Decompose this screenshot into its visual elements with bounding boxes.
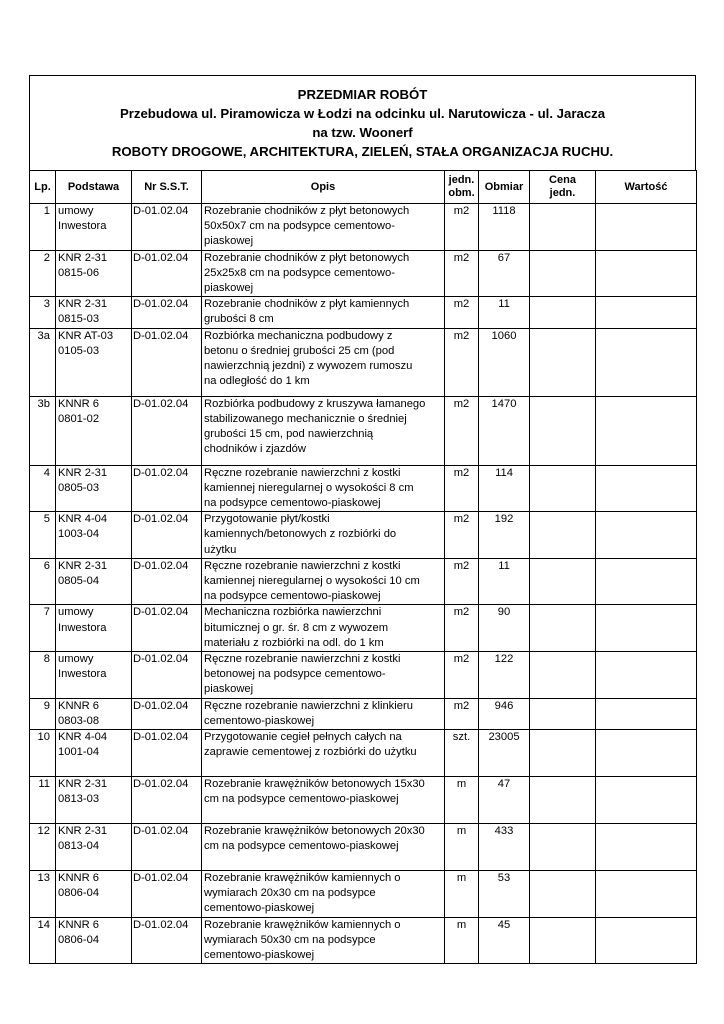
cell-cena	[530, 871, 596, 918]
cell-nr-sst: D-01.02.04	[132, 917, 202, 964]
cell-wartosc	[596, 465, 697, 512]
cell-nr-sst: D-01.02.04	[132, 777, 202, 824]
col-header-opis: Opis	[202, 171, 445, 204]
cell-wartosc	[596, 698, 697, 729]
cell-nr-sst: D-01.02.04	[132, 605, 202, 652]
cell-jedn: m2	[445, 605, 479, 652]
cell-obmiar: 90	[479, 605, 530, 652]
table-header-row	[30, 171, 697, 204]
table-row	[30, 297, 697, 328]
cell-obmiar: 67	[479, 250, 530, 297]
cell-cena	[530, 465, 596, 512]
cell-nr-sst: D-01.02.04	[132, 652, 202, 699]
cell-cena	[530, 605, 596, 652]
cell-opis: Rozbiórka mechaniczna podbudowy z betonu o średniej grubości 25 cm (pod nawierzchnią jezdni) z wywozem rumoszu na odległość do 1 km	[202, 328, 445, 396]
cell-podstawa: umowy Inwestora	[56, 652, 132, 699]
estimate-table	[29, 170, 697, 964]
cell-wartosc	[596, 297, 697, 328]
cell-wartosc	[596, 824, 697, 871]
scope-title: ROBOTY DROGOWE, ARCHITEKTURA, ZIELEŃ, STAŁA ORGANIZACJA RUCHU.	[111, 144, 614, 159]
cell-obmiar: 11	[479, 558, 530, 605]
cell-opis: Mechaniczna rozbiórka nawierzchni bitumicznej o gr. śr. 8 cm z wywozem materiału z rozbiórki na odl. do 1 km	[202, 605, 445, 652]
cell-jedn: m2	[445, 250, 479, 297]
table-row	[30, 917, 697, 964]
cell-podstawa: KNNR 6 0806-04	[56, 871, 132, 918]
cell-lp: 6	[30, 558, 56, 605]
cell-nr-sst: D-01.02.04	[132, 824, 202, 871]
cell-nr-sst: D-01.02.04	[132, 204, 202, 251]
table-row	[30, 204, 697, 251]
cell-jedn: m	[445, 871, 479, 918]
cell-podstawa: KNR AT-03 0105-03	[56, 328, 132, 396]
table-row	[30, 698, 697, 729]
cell-podstawa: KNR 2-31 0813-03	[56, 777, 132, 824]
cell-jedn: m2	[445, 328, 479, 396]
cell-opis: Przygotowanie płyt/kostki kamiennych/betonowych z rozbiórki do użytku	[202, 512, 445, 559]
col-header-lp: Lp.	[30, 171, 56, 204]
cell-jedn: m	[445, 777, 479, 824]
cell-nr-sst: D-01.02.04	[132, 465, 202, 512]
cell-wartosc	[596, 652, 697, 699]
cell-cena	[530, 204, 596, 251]
cell-jedn: m2	[445, 558, 479, 605]
cell-wartosc	[596, 250, 697, 297]
table-row	[30, 558, 697, 605]
cell-opis: Rozbiórka podbudowy z kruszywa łamanego stabilizowanego mechanicznie o średniej grubości 15 cm, pod nawierzchnią chodników i zjazdów	[202, 396, 445, 465]
project-name: Przebudowa ul. Piramowicza w Łodzi na odcinku ul. Narutowicza - ul. Jaracza	[119, 106, 606, 121]
cell-jedn: m2	[445, 204, 479, 251]
cell-opis: Rozebranie chodników z płyt kamiennych grubości 8 cm	[202, 297, 445, 328]
table-row	[30, 512, 697, 559]
table-row	[30, 605, 697, 652]
cell-opis: Ręczne rozebranie nawierzchni z kostki betonowej na podsypce cementowo- piaskowej	[202, 652, 445, 699]
cell-cena	[530, 777, 596, 824]
cell-obmiar: 946	[479, 698, 530, 729]
cell-lp: 11	[30, 777, 56, 824]
cell-cena	[530, 558, 596, 605]
cell-opis: Rozebranie krawężników kamiennych o wymiarach 20x30 cm na podsypce cementowo-piaskowej	[202, 871, 445, 918]
cell-cena	[530, 512, 596, 559]
cell-podstawa: umowy Inwestora	[56, 605, 132, 652]
project-subtitle: na tzw. Woonerf	[312, 125, 413, 140]
cell-opis: Rozebranie krawężników kamiennych o wymiarach 50x30 cm na podsypce cementowo-piaskowej	[202, 917, 445, 964]
cell-lp: 14	[30, 917, 56, 964]
cell-cena	[530, 730, 596, 777]
cell-podstawa: KNR 4-04 1003-04	[56, 512, 132, 559]
cell-podstawa: KNR 2-31 0813-04	[56, 824, 132, 871]
cell-obmiar: 114	[479, 465, 530, 512]
cell-jedn: m2	[445, 512, 479, 559]
cell-opis: Rozebranie krawężników betonowych 20x30 cm na podsypce cementowo-piaskowej	[202, 824, 445, 871]
cell-wartosc	[596, 605, 697, 652]
cell-lp: 3b	[30, 396, 56, 465]
table-row	[30, 652, 697, 699]
cell-opis: Rozebranie chodników z płyt betonowych 50x50x7 cm na podsypce cementowo- piaskowej	[202, 204, 445, 251]
cell-obmiar: 433	[479, 824, 530, 871]
cell-lp: 13	[30, 871, 56, 918]
table-row	[30, 777, 697, 824]
cell-cena	[530, 396, 596, 465]
cell-obmiar: 192	[479, 512, 530, 559]
cell-obmiar: 45	[479, 917, 530, 964]
col-header-wartosc: Wartość	[596, 171, 697, 204]
cell-nr-sst: D-01.02.04	[132, 396, 202, 465]
cell-lp: 3	[30, 297, 56, 328]
table-row	[30, 871, 697, 918]
table-row	[30, 465, 697, 512]
cell-jedn: m2	[445, 297, 479, 328]
cell-cena	[530, 917, 596, 964]
cell-nr-sst: D-01.02.04	[132, 730, 202, 777]
col-header-obmiar: Obmiar	[479, 171, 530, 204]
table-row	[30, 396, 697, 465]
cell-opis: Rozebranie chodników z płyt betonowych 25x25x8 cm na podsypce cementowo- piaskowej	[202, 250, 445, 297]
cell-wartosc	[596, 204, 697, 251]
cell-lp: 8	[30, 652, 56, 699]
cell-lp: 5	[30, 512, 56, 559]
cell-wartosc	[596, 558, 697, 605]
cell-obmiar: 122	[479, 652, 530, 699]
cell-lp: 2	[30, 250, 56, 297]
cell-wartosc	[596, 512, 697, 559]
cell-lp: 10	[30, 730, 56, 777]
cell-lp: 4	[30, 465, 56, 512]
cell-cena	[530, 297, 596, 328]
table-row	[30, 824, 697, 871]
cell-opis: Ręczne rozebranie nawierzchni z klinkieru cementowo-piaskowej	[202, 698, 445, 729]
cell-jedn: m2	[445, 652, 479, 699]
cell-nr-sst: D-01.02.04	[132, 698, 202, 729]
cell-podstawa: KNR 4-04 1001-04	[56, 730, 132, 777]
cell-lp: 1	[30, 204, 56, 251]
cost-estimate-sheet	[29, 75, 696, 964]
cell-obmiar: 11	[479, 297, 530, 328]
cell-wartosc	[596, 871, 697, 918]
cell-nr-sst: D-01.02.04	[132, 512, 202, 559]
cell-cena	[530, 652, 596, 699]
cell-podstawa: KNNR 6 0806-04	[56, 917, 132, 964]
cell-lp: 3a	[30, 328, 56, 396]
cell-obmiar: 53	[479, 871, 530, 918]
cell-jedn: m2	[445, 465, 479, 512]
cell-obmiar: 1060	[479, 328, 530, 396]
cell-obmiar: 47	[479, 777, 530, 824]
cell-wartosc	[596, 917, 697, 964]
cell-opis: Ręczne rozebranie nawierzchni z kostki kamiennej nieregularnej o wysokości 8 cm na podsypce cementowo-piaskowej	[202, 465, 445, 512]
col-header-jedn: jedn. obm.	[445, 171, 479, 204]
cell-jedn: m	[445, 824, 479, 871]
cell-nr-sst: D-01.02.04	[132, 328, 202, 396]
col-header-nr-sst: Nr S.S.T.	[132, 171, 202, 204]
cell-podstawa: KNR 2-31 0805-04	[56, 558, 132, 605]
cell-jedn: szt.	[445, 730, 479, 777]
document-title: PRZEDMIAR ROBÓT	[297, 87, 428, 102]
cell-lp: 9	[30, 698, 56, 729]
cell-podstawa: KNNR 6 0801-02	[56, 396, 132, 465]
cell-lp: 12	[30, 824, 56, 871]
table-row	[30, 730, 697, 777]
cell-podstawa: umowy Inwestora	[56, 204, 132, 251]
cell-opis: Ręczne rozebranie nawierzchni z kostki kamiennej nieregularnej o wysokości 10 cm na podsypce cementowo-piaskowej	[202, 558, 445, 605]
cell-nr-sst: D-01.02.04	[132, 871, 202, 918]
table-row	[30, 250, 697, 297]
cell-jedn: m	[445, 917, 479, 964]
cell-nr-sst: D-01.02.04	[132, 558, 202, 605]
cell-cena	[530, 250, 596, 297]
cell-podstawa: KNR 2-31 0815-03	[56, 297, 132, 328]
cell-obmiar: 1470	[479, 396, 530, 465]
col-header-podstawa: Podstawa	[56, 171, 132, 204]
cell-podstawa: KNR 2-31 0805-03	[56, 465, 132, 512]
cell-wartosc	[596, 328, 697, 396]
cell-podstawa: KNNR 6 0803-08	[56, 698, 132, 729]
cell-opis: Przygotowanie cegieł pełnych całych na zaprawie cementowej z rozbiórki do użytku	[202, 730, 445, 777]
cell-obmiar: 23005	[479, 730, 530, 777]
cell-opis: Rozebranie krawężników betonowych 15x30 cm na podsypce cementowo-piaskowej	[202, 777, 445, 824]
cell-jedn: m2	[445, 698, 479, 729]
cell-cena	[530, 328, 596, 396]
col-header-cena: Cena jedn.	[530, 171, 596, 204]
cell-cena	[530, 824, 596, 871]
cell-wartosc	[596, 396, 697, 465]
cell-nr-sst: D-01.02.04	[132, 250, 202, 297]
table-row	[30, 328, 697, 396]
cell-cena	[530, 698, 596, 729]
cell-wartosc	[596, 730, 697, 777]
cell-obmiar: 1118	[479, 204, 530, 251]
cell-jedn: m2	[445, 396, 479, 465]
cell-podstawa: KNR 2-31 0815-06	[56, 250, 132, 297]
cell-nr-sst: D-01.02.04	[132, 297, 202, 328]
document-header	[29, 75, 696, 170]
cell-wartosc	[596, 777, 697, 824]
cell-lp: 7	[30, 605, 56, 652]
